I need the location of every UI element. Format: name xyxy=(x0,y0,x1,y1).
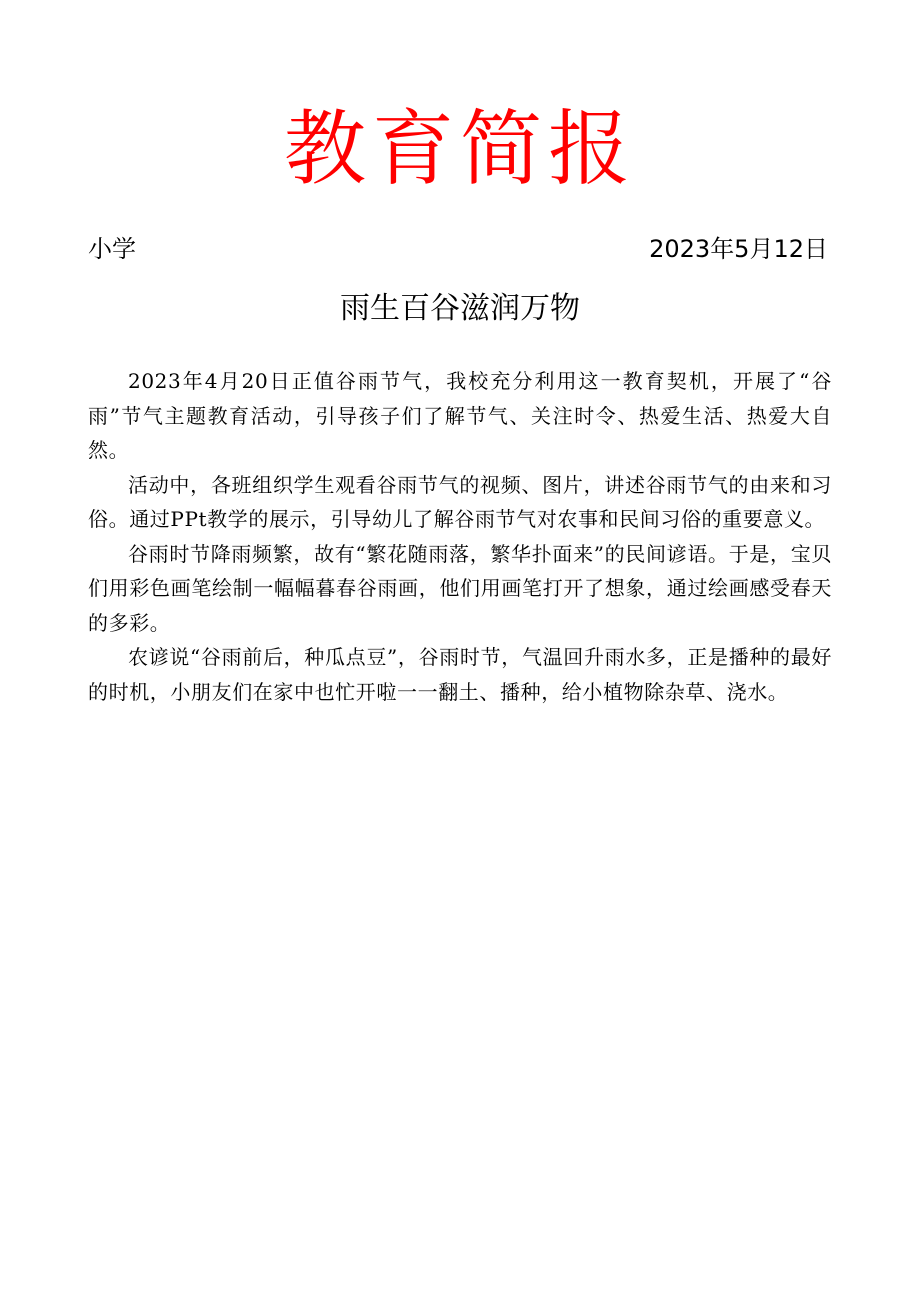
paragraph: 2023年4月20日正值谷雨节气，我校充分利用这一教育契机，开展了“谷雨”节气主题教育活动，引导孩子们了解节气、关注时令、热爱生活、热爱大自然。 xyxy=(88,369,832,462)
paragraph: 活动中，各班组织学生观看谷雨节气的视频、图片，讲述谷雨节气的由来和习俗。通过PPt教学的展示，引导幼儿了解谷雨节气对农事和民间习俗的重要意义。 xyxy=(88,472,832,531)
issue-date: 2023年5月12日 xyxy=(649,235,828,263)
paragraph: 谷雨时节降雨频繁，故有“繁花随雨落，繁华扑面来”的民间谚语。于是，宝贝们用彩色画笔绘制一幅幅暮春谷雨画，他们用画笔打开了想象，通过绘画感受春天的多彩。 xyxy=(88,541,832,635)
article-body xyxy=(88,364,832,709)
masthead-title: 教育简报 xyxy=(283,102,636,197)
article-title: 雨生百谷滋润万物 xyxy=(340,291,580,326)
paragraph: 农谚说“谷雨前后，种瓜点豆”，谷雨时节，气温回升雨水多，正是播种的最好的时机，小朋友们在家中也忙开啦一一翻土、播种，给小植物除杂草、浇水。 xyxy=(88,645,832,704)
school-name: 小学 xyxy=(88,235,136,263)
